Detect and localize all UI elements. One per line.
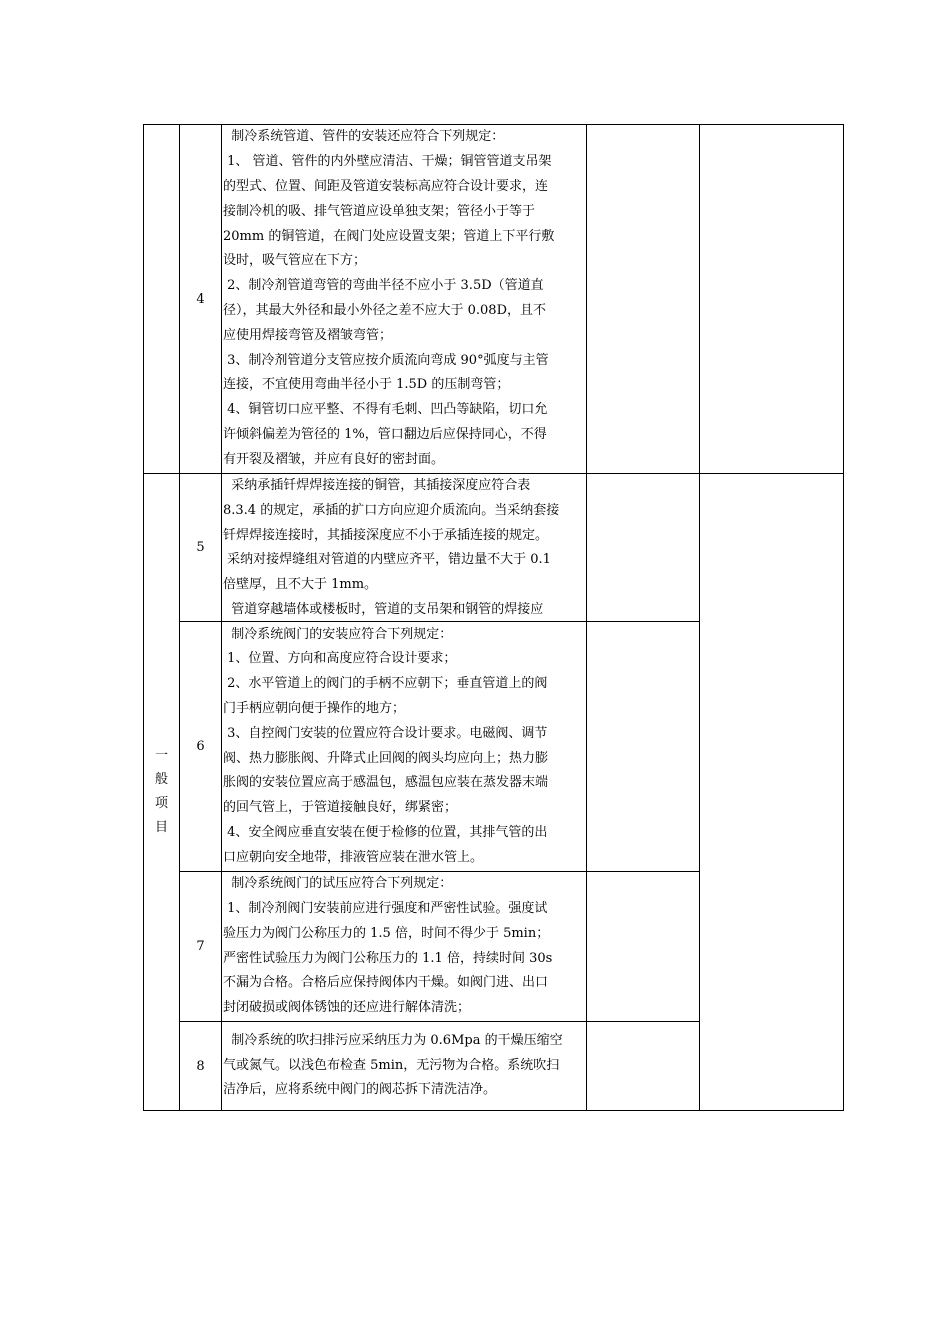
- category-char: 目: [154, 820, 168, 835]
- description-line: 制冷系统管道、管件的安装还应符合下列规定：: [223, 129, 505, 145]
- description-line: 制冷系统阀门的安装应符合下列规定：: [223, 626, 453, 642]
- description-line: 严密性试验压力为阀门公称压力的 1.1 倍，持续时间 30s: [223, 950, 553, 966]
- inspection-table: [143, 124, 844, 1111]
- description-line: 2、水平管道上的阀门的手柄不应朝下；垂直管道上的阀: [223, 676, 548, 692]
- category-char: 一: [154, 748, 168, 763]
- description-line: 的型式、位置、间距及管道安装标高应符合设计要求，连: [223, 179, 549, 195]
- description-line: 1、位置、方向和高度应符合设计要求；: [223, 651, 457, 667]
- description-line: 气或氮气。以浅色布检查 5min，无污物为合格。系统吹扫: [223, 1057, 560, 1073]
- description-line: 1、 管道、管件的内外壁应清洁、干燥；铜管管道支吊架: [223, 154, 552, 170]
- category-cell: [144, 474, 180, 1111]
- item-number: 7: [180, 872, 222, 1022]
- description-line: 20mm 的铜管道，在阀门处应设置支架；管道上下平行敷: [223, 228, 555, 244]
- description-line: 1、制冷剂阀门安装前应进行强度和严密性试验。强度试: [223, 900, 548, 916]
- category-char: 般: [154, 772, 168, 787]
- item-description: [222, 125, 587, 474]
- description-line: 许倾斜偏差为管径的 1%，管口翻边后应保持同心，不得: [223, 426, 547, 442]
- description-line: 钎焊焊接连接时，其插接深度应不小于承插连接的规定。: [223, 527, 549, 543]
- description-line: 洁净后，应将系统中阀门的阀芯拆下清洗洁净。: [223, 1082, 497, 1098]
- description-line: 管道穿越墙体或楼板时，管道的支吊架和钢管的焊接应: [223, 601, 544, 617]
- description-line: 径），其最大外径和最小外径之差不应大于 0.08D，且不: [223, 303, 547, 318]
- description-line: 接制冷机的吸、排气管道应设单独支架；管径小于等于: [223, 203, 536, 219]
- description-line: 口应朝向安全地带，排液管应装在泄水管上。: [223, 849, 484, 865]
- item-description: [222, 622, 587, 872]
- item-description: [222, 1022, 587, 1111]
- table-row: [144, 474, 844, 622]
- inspection-table-frame: [143, 124, 842, 1111]
- description-line: 采纳对接焊缝组对管道的内壁应齐平，错边量不大于 0.1: [223, 552, 551, 568]
- description-line: 3、自控阀门安装的位置应符合设计要求。电磁阀、调节: [223, 725, 548, 741]
- description-line: 4、安全阀应垂直安装在便于检修的位置，其排气管的出: [223, 824, 548, 840]
- description-line: 制冷系统的吹扫排污应采纳压力为 0.6Mpa 的干燥压缩空: [223, 1032, 563, 1048]
- item-description: [222, 474, 587, 622]
- result-cell: [700, 125, 844, 474]
- item-number: 5: [180, 474, 222, 622]
- category-cell-empty: [144, 125, 180, 474]
- description-line: 4、铜管切口应平整、不得有毛刺、凹凸等缺陷，切口允: [223, 402, 548, 418]
- description-line: 胀阀的安装位置应高于感温包，感温包应装在蒸发器末端: [223, 775, 549, 791]
- description-line: 倍壁厚，且不大于 1mm。: [223, 577, 378, 593]
- description-line: 8.3.4 的规定，承插的扩口方向应迎介质流向。当采纳套接: [223, 502, 560, 518]
- description-line: 的回气管上，于管道接触良好，绑紧密；: [223, 800, 458, 816]
- result-cell: [700, 474, 844, 1111]
- description-line: 应使用焊接弯管及褶皱弯管；: [223, 327, 393, 343]
- description-line: 采纳承插钎焊焊接连接的铜管，其插接深度应符合表: [223, 478, 531, 493]
- description-line: 不漏为合格。合格后应保持阀体内干燥。如阀门进、出口: [223, 975, 549, 991]
- description-line: 门手柄应朝向便于操作的地方；: [223, 700, 406, 716]
- item-number: 4: [180, 125, 222, 474]
- description-line: 验压力为阀门公称压力的 1.5 倍，时间不得少于 5min；: [223, 925, 550, 941]
- description-line: 3、制冷剂管道分支管应按介质流向弯成 90°弧度与主管: [223, 352, 549, 368]
- description-line: 有开裂及褶皱，并应有良好的密封面。: [223, 451, 445, 467]
- description-line: 2、制冷剂管道弯管的弯曲半径不应小于 3.5D（管道直: [223, 278, 544, 294]
- check-record-cell: [587, 872, 700, 1022]
- item-number: 8: [180, 1022, 222, 1111]
- check-record-cell: [587, 125, 700, 474]
- check-record-cell: [587, 1022, 700, 1111]
- description-line: 设时，吸气管应在下方；: [223, 253, 367, 269]
- description-line: 封闭破损或阀体锈蚀的还应进行解体清洗；: [223, 1000, 471, 1016]
- description-line: 连接，不宜使用弯曲半径小于 1.5D 的压制弯管；: [223, 377, 510, 393]
- description-line: 制冷系统阀门的试压应符合下列规定：: [223, 876, 453, 892]
- description-line: 阀、热力膨胀阀、升降式止回阀的阀头均应向上；热力膨: [223, 750, 549, 766]
- check-record-cell: [587, 474, 700, 622]
- table-row: [144, 125, 844, 474]
- check-record-cell: [587, 622, 700, 872]
- item-description: [222, 872, 587, 1022]
- category-char: 项: [154, 796, 168, 811]
- item-number: 6: [180, 622, 222, 872]
